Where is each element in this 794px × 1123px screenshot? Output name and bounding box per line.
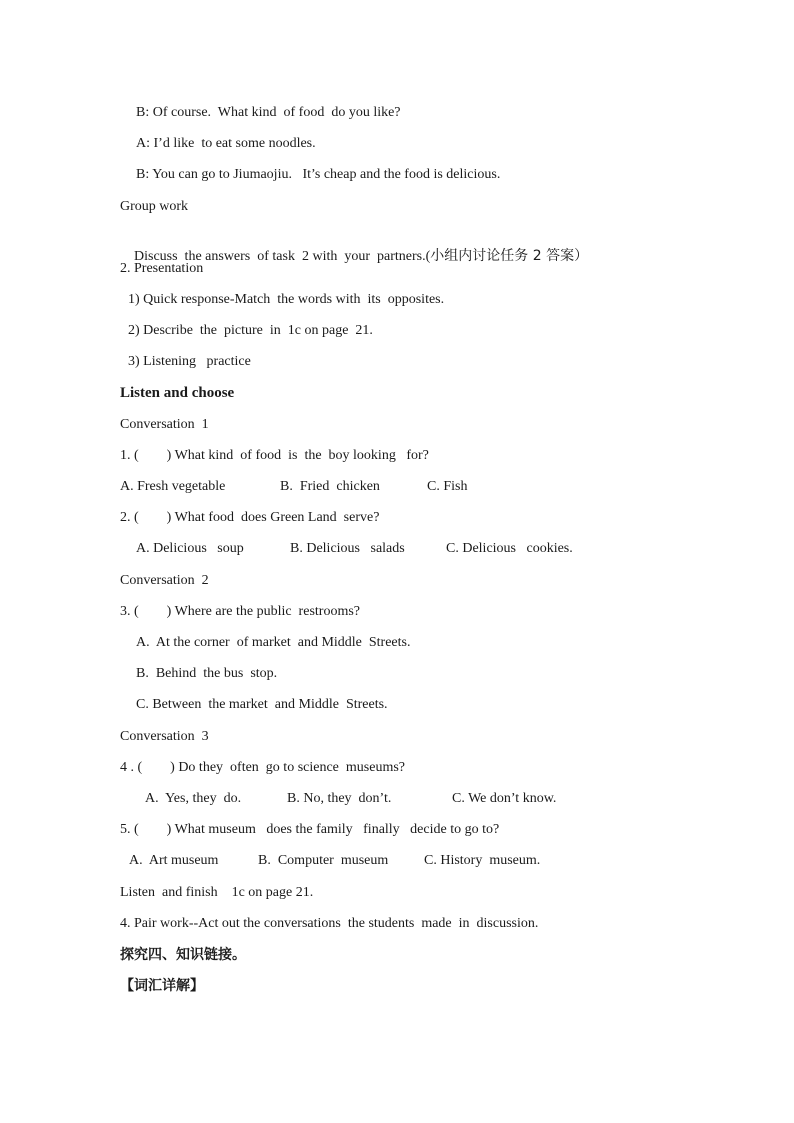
conversation-3-label: Conversation 3 <box>120 729 209 744</box>
question-1-option-c: C. Fish <box>427 479 468 494</box>
question-3-option-b: B. Behind the bus stop. <box>136 666 278 681</box>
question-1-option-b: B. Fried chicken <box>280 479 380 494</box>
question-2-option-c: C. Delicious cookies. <box>446 541 573 556</box>
question-1-option-a: A. Fresh vegetable <box>120 479 226 494</box>
pair-work-instruction: 4. Pair work--Act out the conversations the students made in discussion. <box>120 916 539 931</box>
question-4-option-b: B. No, they don’t. <box>287 791 392 806</box>
conversation-2-label: Conversation 2 <box>120 573 209 588</box>
listen-choose-heading: Listen and choose <box>120 385 235 401</box>
vocabulary-heading: 【词汇详解】 <box>120 978 204 994</box>
question-5-option-a: A. Art museum <box>129 853 219 868</box>
question-5: 5. ( ) What museum does the family finally decide to go to? <box>120 822 500 837</box>
presentation-item-2: 2) Describe the picture in 1c on page 21. <box>128 323 373 338</box>
dialogue-line-b1: B: Of course. What kind of food do you like? <box>136 105 401 120</box>
group-work-heading: Group work <box>120 199 189 214</box>
discuss-text-en: Discuss the answers of task 2 with your partners.( <box>134 249 431 264</box>
question-3-option-c: C. Between the market and Middle Streets. <box>136 697 388 712</box>
question-3: 3. ( ) Where are the public restrooms? <box>120 604 360 619</box>
question-1: 1. ( ) What kind of food is the boy looking for? <box>120 448 429 463</box>
question-5-option-c: C. History museum. <box>424 853 541 868</box>
question-4-option-c: C. We don’t know. <box>452 791 557 806</box>
question-2-option-b: B. Delicious salads <box>290 541 405 556</box>
listen-finish-instruction: Listen and finish 1c on page 21. <box>120 885 314 900</box>
presentation-item-1: 1) Quick response-Match the words with its opposites. <box>128 292 445 307</box>
section-4-heading: 探究四、知识链接。 <box>120 947 246 963</box>
question-4: 4 . ( ) Do they often go to science museums? <box>120 760 405 775</box>
question-3-option-a: A. At the corner of market and Middle Streets. <box>136 635 411 650</box>
presentation-heading: 2. Presentation <box>120 261 204 276</box>
discuss-text-cn: 小组内讨论任务 2 答案） <box>430 248 589 264</box>
conversation-1-label: Conversation 1 <box>120 417 209 432</box>
dialogue-line-b2: B: You can go to Jiumaojiu. It’s cheap and the food is delicious. <box>136 167 501 182</box>
dialogue-line-a: A: I’d like to eat some noodles. <box>136 136 316 151</box>
presentation-item-3: 3) Listening practice <box>128 354 251 369</box>
question-4-option-a: A. Yes, they do. <box>145 791 242 806</box>
question-2-option-a: A. Delicious soup <box>136 541 244 556</box>
question-2: 2. ( ) What food does Green Land serve? <box>120 510 380 525</box>
question-5-option-b: B. Computer museum <box>258 853 389 868</box>
